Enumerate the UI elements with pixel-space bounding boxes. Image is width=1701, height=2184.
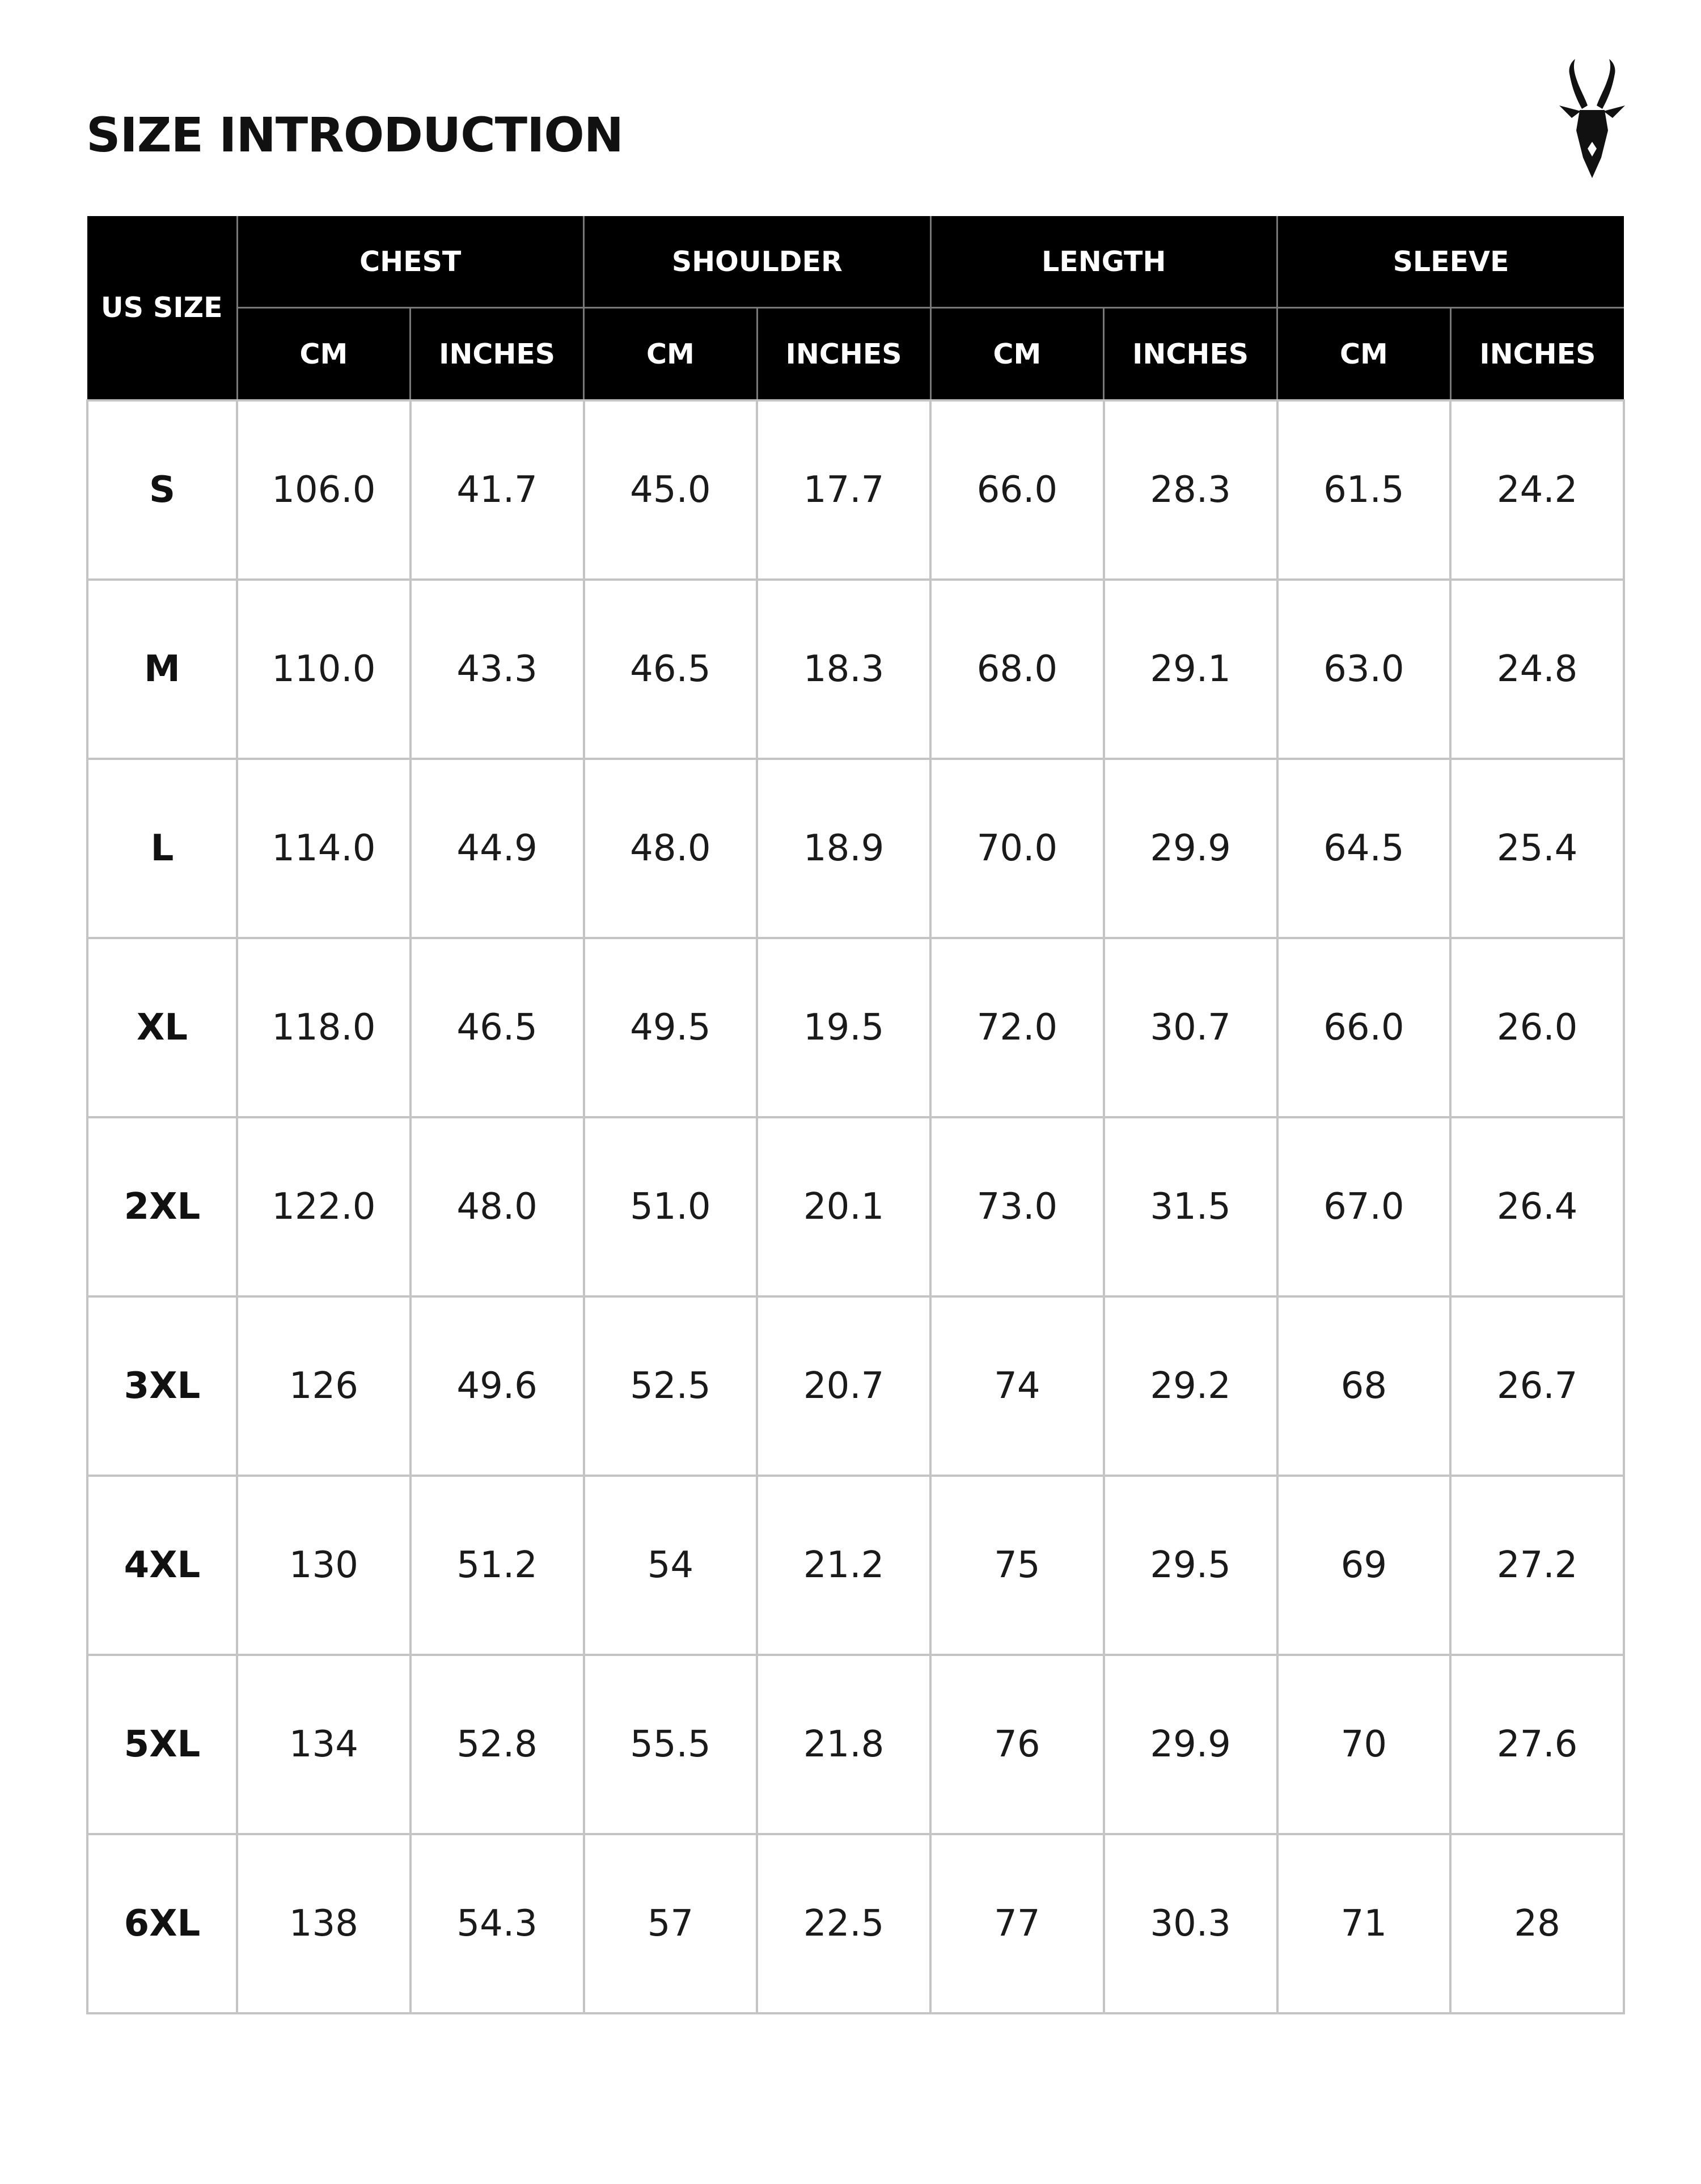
size-cell: 3XL: [87, 1296, 237, 1476]
table-row: [87, 1117, 1624, 1296]
length-cm-cell: 76: [930, 1655, 1104, 1834]
shoulder-cm-cell: 55.5: [584, 1655, 758, 1834]
chest-inches-cell: 54.3: [411, 1834, 584, 2013]
antelope-head-icon: [1547, 57, 1637, 181]
size-cell: 6XL: [87, 1834, 237, 2013]
table-row: [87, 1296, 1624, 1476]
sleeve-inches-cell: 25.4: [1450, 759, 1624, 938]
shoulder-cm-cell: 52.5: [584, 1296, 758, 1476]
shoulder-cm-cell: 45.0: [584, 400, 758, 580]
sleeve-cm-cell: 71: [1277, 1834, 1451, 2013]
sleeve-inches-cell: 26.0: [1450, 938, 1624, 1117]
chest-cm-cell: 106.0: [237, 400, 411, 580]
chest-inches-cell: 51.2: [411, 1476, 584, 1655]
length-inches-cell: 29.2: [1104, 1296, 1277, 1476]
shoulder-cm-cell: 46.5: [584, 580, 758, 759]
sleeve-cm-header: CM: [1277, 308, 1451, 401]
length-cm-cell: 75: [930, 1476, 1104, 1655]
shoulder-header: SHOULDER: [584, 216, 931, 308]
length-cm-cell: 73.0: [930, 1117, 1104, 1296]
sleeve-inches-cell: 24.2: [1450, 400, 1624, 580]
shoulder-inches-cell: 19.5: [757, 938, 930, 1117]
header-group-row: [87, 216, 1624, 308]
length-cm-cell: 66.0: [930, 400, 1104, 580]
length-inches-cell: 29.1: [1104, 580, 1277, 759]
sleeve-cm-cell: 63.0: [1277, 580, 1451, 759]
size-cell: S: [87, 400, 237, 580]
size-cell: M: [87, 580, 237, 759]
length-inches-cell: 29.5: [1104, 1476, 1277, 1655]
length-inches-cell: 29.9: [1104, 759, 1277, 938]
chest-cm-header: CM: [237, 308, 411, 401]
sleeve-cm-cell: 64.5: [1277, 759, 1451, 938]
sleeve-cm-cell: 70: [1277, 1655, 1451, 1834]
table-row: [87, 759, 1624, 938]
table-row: [87, 400, 1624, 580]
chest-cm-cell: 130: [237, 1476, 411, 1655]
sleeve-cm-cell: 61.5: [1277, 400, 1451, 580]
shoulder-cm-header: CM: [584, 308, 758, 401]
sleeve-inches-header: INCHES: [1450, 308, 1624, 401]
size-cell: L: [87, 759, 237, 938]
table-body: [87, 400, 1624, 2013]
chest-inches-cell: 52.8: [411, 1655, 584, 1834]
shoulder-cm-cell: 51.0: [584, 1117, 758, 1296]
sleeve-inches-cell: 28: [1450, 1834, 1624, 2013]
shoulder-inches-cell: 22.5: [757, 1834, 930, 2013]
shoulder-cm-cell: 48.0: [584, 759, 758, 938]
chest-inches-header: INCHES: [411, 308, 584, 401]
shoulder-inches-cell: 20.1: [757, 1117, 930, 1296]
shoulder-inches-cell: 17.7: [757, 400, 930, 580]
table-row: [87, 580, 1624, 759]
shoulder-cm-cell: 57: [584, 1834, 758, 2013]
chest-inches-cell: 46.5: [411, 938, 584, 1117]
sleeve-inches-cell: 24.8: [1450, 580, 1624, 759]
chest-inches-cell: 48.0: [411, 1117, 584, 1296]
chest-cm-cell: 114.0: [237, 759, 411, 938]
length-cm-header: CM: [930, 308, 1104, 401]
sleeve-inches-cell: 27.2: [1450, 1476, 1624, 1655]
length-cm-cell: 70.0: [930, 759, 1104, 938]
us-size-header: US SIZE: [87, 216, 237, 400]
header-unit-row: [87, 308, 1624, 401]
sleeve-cm-cell: 67.0: [1277, 1117, 1451, 1296]
sleeve-header: SLEEVE: [1277, 216, 1624, 308]
length-cm-cell: 72.0: [930, 938, 1104, 1117]
sleeve-cm-cell: 66.0: [1277, 938, 1451, 1117]
shoulder-cm-cell: 54: [584, 1476, 758, 1655]
size-cell: 5XL: [87, 1655, 237, 1834]
shoulder-cm-cell: 49.5: [584, 938, 758, 1117]
sleeve-inches-cell: 26.4: [1450, 1117, 1624, 1296]
chest-cm-cell: 126: [237, 1296, 411, 1476]
shoulder-inches-header: INCHES: [757, 308, 930, 401]
chest-inches-cell: 44.9: [411, 759, 584, 938]
sleeve-cm-cell: 68: [1277, 1296, 1451, 1476]
length-cm-cell: 77: [930, 1834, 1104, 2013]
length-inches-cell: 29.9: [1104, 1655, 1277, 1834]
length-inches-cell: 30.7: [1104, 938, 1277, 1117]
chest-cm-cell: 118.0: [237, 938, 411, 1117]
chest-header: CHEST: [237, 216, 584, 308]
length-inches-cell: 30.3: [1104, 1834, 1277, 2013]
sleeve-inches-cell: 27.6: [1450, 1655, 1624, 1834]
shoulder-inches-cell: 21.2: [757, 1476, 930, 1655]
shoulder-inches-cell: 20.7: [757, 1296, 930, 1476]
shoulder-inches-cell: 21.8: [757, 1655, 930, 1834]
sleeve-cm-cell: 69: [1277, 1476, 1451, 1655]
length-inches-header: INCHES: [1104, 308, 1277, 401]
length-inches-cell: 31.5: [1104, 1117, 1277, 1296]
size-cell: XL: [87, 938, 237, 1117]
size-cell: 2XL: [87, 1117, 237, 1296]
chest-cm-cell: 122.0: [237, 1117, 411, 1296]
table-row: [87, 1476, 1624, 1655]
table-row: [87, 1655, 1624, 1834]
table-row: [87, 938, 1624, 1117]
chest-cm-cell: 138: [237, 1834, 411, 2013]
length-header: LENGTH: [930, 216, 1277, 308]
size-chart-table: [86, 216, 1625, 2014]
shoulder-inches-cell: 18.3: [757, 580, 930, 759]
length-inches-cell: 28.3: [1104, 400, 1277, 580]
size-cell: 4XL: [87, 1476, 237, 1655]
chest-cm-cell: 110.0: [237, 580, 411, 759]
shoulder-inches-cell: 18.9: [757, 759, 930, 938]
length-cm-cell: 68.0: [930, 580, 1104, 759]
length-cm-cell: 74: [930, 1296, 1104, 1476]
table-row: [87, 1834, 1624, 2013]
chest-cm-cell: 134: [237, 1655, 411, 1834]
sleeve-inches-cell: 26.7: [1450, 1296, 1624, 1476]
page-title: SIZE INTRODUCTION: [86, 107, 624, 163]
chest-inches-cell: 49.6: [411, 1296, 584, 1476]
chest-inches-cell: 43.3: [411, 580, 584, 759]
chest-inches-cell: 41.7: [411, 400, 584, 580]
